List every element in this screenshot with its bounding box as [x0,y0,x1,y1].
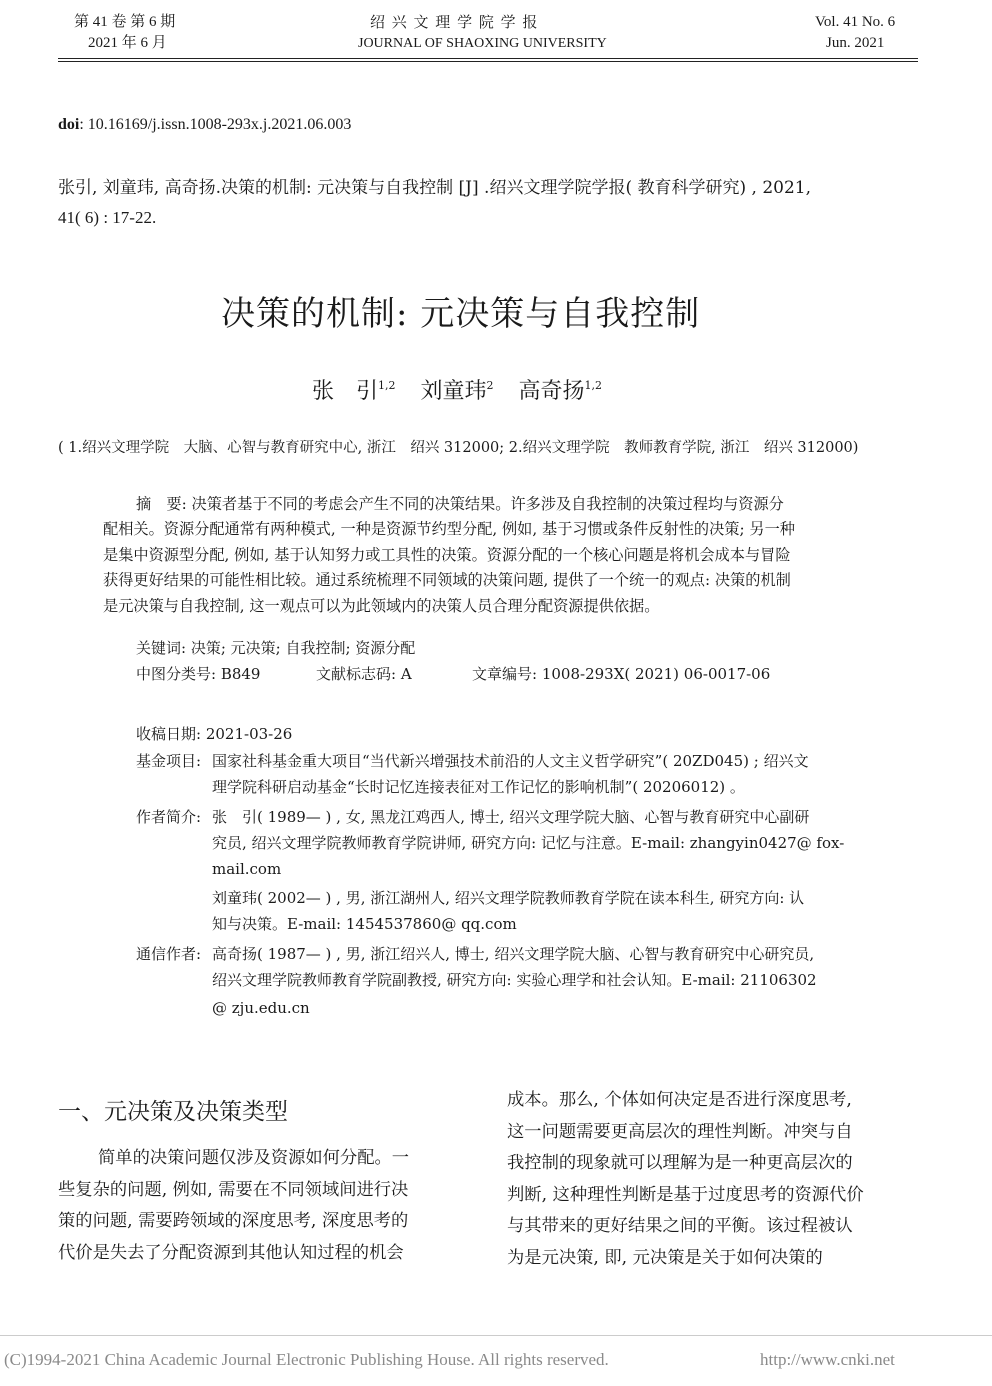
abstract-line: 是元决策与自我控制, 这一观点可以为此领域内的决策人员合理分配资源提供依据。 [103,597,660,615]
keywords: 关键词: 决策; 元决策; 自我控制; 资源分配 [136,639,416,657]
author-bio-label: 作者简介: [136,808,202,826]
author-affiliation-mark: 1,2 [378,379,396,392]
abstract-line: 获得更好结果的可能性相比较。通过系统梳理不同领域的决策问题, 提供了一个统一的观点: 决策的机制 [103,571,791,589]
volume-issue-en: Vol. 41 No. 6 [815,14,896,30]
issue-date: 2021 年 6 月 [88,35,167,51]
citation-line-1: 张引, 刘童玮, 高奇扬.决策的机制: 元决策与自我控制 [J] .绍兴文理学院学报( 教育科学研究) , 2021, [58,178,811,198]
affiliation: ( 1.绍兴文理学院 大脑、心智与教育研究中心, 浙江 绍兴 312000; 2.绍兴文理学院 教师教育学院, 浙江 绍兴 312000) [58,440,859,456]
journal-name-cn: 绍 兴 文 理 学 院 学 报 [370,13,539,31]
author-affiliation-mark: 2 [486,379,494,392]
volume-issue: 第 41 卷 第 6 期 [74,14,176,30]
article-number: 文章编号: 1008-293X( 2021) 06-0017-06 [472,665,771,683]
abstract-line: 是集中资源型分配, 例如, 基于认知努力或工具性的决策。资源分配的一个核心问题是将机会成本与冒险 [103,546,791,564]
doi-line [58,116,351,134]
author-list [312,374,602,405]
doi-label: doi [58,116,80,133]
corresponding-author-line: 绍兴文理学院教师教育学院副教授, 研究方向: 实验心理学和社会认知。E-mail: 21106302 [212,971,817,989]
author-bio-line: 究员, 绍兴文理学院教师教育学院讲师, 研究方向: 记忆与注意。E-mail: zhangyin0427@ fox- [212,834,845,852]
cnki-link[interactable]: http://www.cnki.net [760,1350,895,1369]
body-line: 些复杂的问题, 例如, 需要在不同领域间进行决 [58,1180,409,1200]
abstract-line: 配相关。资源分配通常有两种模式, 一种是资源节约型分配, 例如, 基于习惯或条件反射性的决策; 另一种 [103,520,795,538]
author-name: 高奇扬 [518,379,585,404]
clc-number: 中图分类号: B849 [136,665,261,683]
corresponding-author-line: 高奇扬( 1987— ) , 男, 浙江绍兴人, 博士, 绍兴文理学院大脑、心智与教育研究中心研究员, [212,945,815,963]
section-heading: 一、元决策及决策类型 [58,1099,288,1125]
citation-line-2: 41( 6) : 17-22. [58,208,157,227]
author-name: 张 引 [312,379,379,404]
body-line: 为是元决策, 即, 元决策是关于如何决策的 [507,1248,823,1268]
document-code: 文献标志码: A [316,665,412,683]
author-affiliation-mark: 1,2 [584,379,603,392]
author-bio-line: 张 引( 1989— ) , 女, 黑龙江鸡西人, 博士, 绍兴文理学院大脑、心智与教育研究中心副研 [212,808,810,826]
author-bio-line: 刘童玮( 2002— ) , 男, 浙江湖州人, 绍兴文理学院教师教育学院在读本科生, 研究方向: 认 [212,889,805,907]
received-date: 收稿日期: 2021-03-26 [136,725,293,743]
author-name: 刘童玮 [420,379,487,404]
body-line: 这一问题需要更高层次的理性判断。冲突与自 [507,1122,853,1142]
doi-value: : 10.16169/j.issn.1008-293x.j.2021.06.003 [79,116,352,133]
footer-rule [0,1335,992,1336]
journal-name-en: JOURNAL OF SHAOXING UNIVERSITY [358,36,607,51]
author-bio-line: mail.com [212,860,282,878]
body-line: 与其带来的更好结果之间的平衡。该过程被认 [507,1216,853,1236]
header-rule-top [58,58,918,59]
body-line: 我控制的现象就可以理解为是一种更高层次的 [507,1153,853,1173]
body-line: 判断, 这种理性判断是基于过度思考的资源代价 [507,1185,864,1205]
body-line: 简单的决策问题仅涉及资源如何分配。一 [98,1148,410,1168]
body-line: 代价是失去了分配资源到其他认知过程的机会 [58,1243,404,1263]
abstract-line: 摘 要: 决策者基于不同的考虑会产生不同的决策结果。许多涉及自我控制的决策过程均与资源分 [136,495,784,513]
corresponding-author-line: @ zju.edu.cn [212,999,310,1017]
corresponding-author-label: 通信作者: [136,945,202,963]
issue-date-en: Jun. 2021 [826,35,885,51]
fund-line: 国家社科基金重大项目“当代新兴增强技术前沿的人文主义哲学研究”( 20ZD045) ; 绍兴文 [212,752,809,770]
fund-label: 基金项目: [136,752,202,770]
article-title: 决策的机制: 元决策与自我控制 [221,294,701,334]
body-line: 策的问题, 需要跨领域的深度思考, 深度思考的 [58,1211,409,1231]
copyright-notice: (C)1994-2021 China Academic Journal Electronic Publishing House. All rights reserved. [4,1350,609,1369]
author-bio-line: 知与决策。E-mail: 1454537860@ qq.com [212,915,517,933]
header-rule-bottom [58,61,918,62]
fund-line: 理学院科研启动基金“长时记忆连接表征对工作记忆的影响机制”( 20206012) 。 [212,778,745,796]
body-line: 成本。那么, 个体如何决定是否进行深度思考, [507,1090,852,1110]
